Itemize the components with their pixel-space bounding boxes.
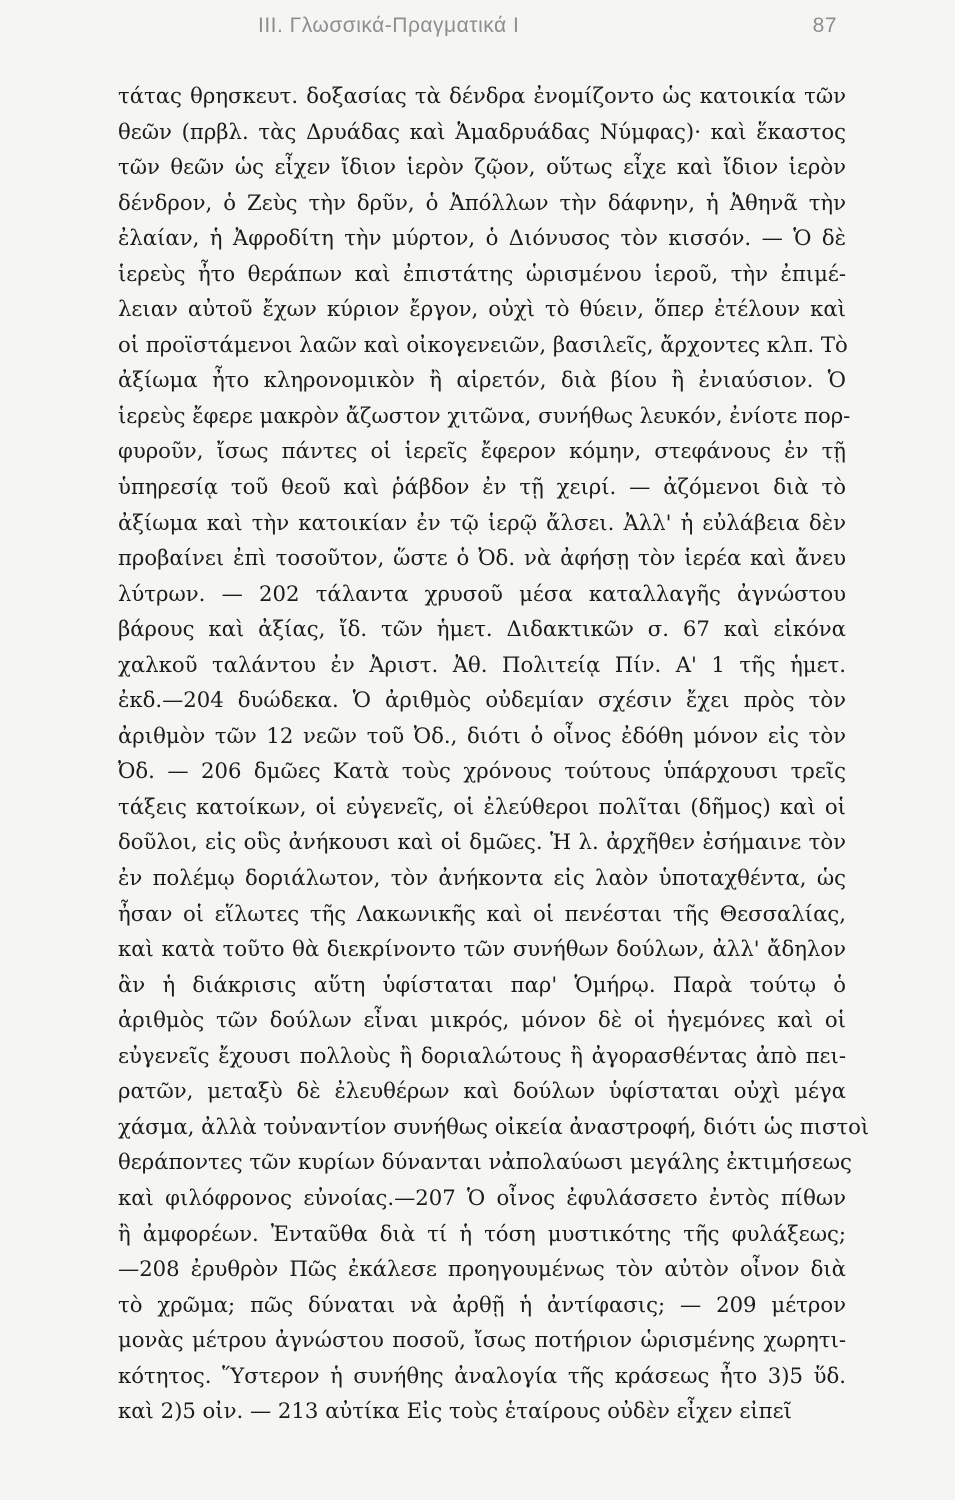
text-line: δοῦλοι, εἰς οὓς ἀνήκουσι καὶ οἱ δμῶες. Ἡ λ. ἀρχῆθεν ἐσήμαινε τὸν <box>118 829 846 855</box>
text-line: καὶ κατὰ τοῦτο θὰ διεκρίνοντο τῶν συνήθων δούλων, ἀλλ' ἄδηλον <box>118 936 846 962</box>
text-line: ἢ ἀμφορέων. Ἐνταῦθα διὰ τί ἡ τόση μυστικότης τῆς φυλάξεως; <box>118 1220 846 1246</box>
body-text <box>118 78 870 1429</box>
text-line: μονὰς μέτρου ἀγνώστου ποσοῦ, ἴσως ποτήριον ὡρισμένης χωρητι- <box>118 1327 846 1353</box>
text-line: λύτρων. — 202 τάλαντα χρυσοῦ μέσα καταλλαγῆς ἀγνώστου <box>118 580 846 606</box>
running-head <box>0 14 955 48</box>
text-line: Ὀδ. — 206 δμῶες Κατὰ τοὺς χρόνους τούτους ὑπάρχουσι τρεῖς <box>118 758 846 784</box>
text-line: εὐγενεῖς ἔχουσι πολλοὺς ἢ δοριαλώτους ἢ ἀγορασθέντας ἀπὸ πει- <box>118 1042 846 1068</box>
text-line: —208 ἐρυθρὸν Πῶς ἐκάλεσε προηγουμένως τὸν αὐτὸν οἶνον διὰ <box>118 1256 846 1282</box>
text-line: οἱ προϊστάμενοι λαῶν καὶ οἰκογενειῶν, βασιλεῖς, ἄρχοντες κλπ. Τὸ <box>118 331 848 357</box>
text-line: τὸ χρῶμα; πῶς δύναται νὰ ἀρθῇ ἡ ἀντίφασις; — 209 μέτρον <box>118 1291 846 1317</box>
text-line: ἐκδ.—204 δυώδεκα. Ὁ ἀριθμὸς οὐδεμίαν σχέσιν ἔχει πρὸς τὸν <box>118 687 846 713</box>
text-line: κότητος. Ὕστερον ἡ συνήθης ἀναλογία τῆς κράσεως ἦτο 3)5 ὕδ. <box>118 1362 846 1388</box>
text-line: τάξεις κατοίκων, οἱ εὐγενεῖς, οἱ ἐλεύθεροι πολῖται (δῆμος) καὶ οἱ <box>118 793 846 819</box>
page-number: 87 <box>812 14 837 37</box>
text-line: καὶ φιλόφρονος εὐνοίας.—207 Ὁ οἶνος ἐφυλάσσετο ἐντὸς πίθων <box>118 1184 846 1210</box>
text-line: ἐλαίαν, ἡ Ἀφροδίτη τὴν μύρτον, ὁ Διόνυσος τὸν κισσόν. — Ὁ δὲ <box>118 225 846 251</box>
text-line: καὶ 2)5 οἰν. — 213 αὐτίκα Εἰς τοὺς ἑταίρους οὐδὲν εἶχεν εἰπεῖ <box>118 1398 792 1424</box>
text-line: χαλκοῦ ταλάντου ἐν Ἀριστ. Ἀθ. Πολιτείᾳ Πίν. Α' 1 τῆς ἡμετ. <box>118 651 846 677</box>
text-line: ρατῶν, μεταξὺ δὲ ἐλευθέρων καὶ δούλων ὑφίσταται οὐχὶ μέγα <box>118 1078 846 1104</box>
text-line: λειαν αὐτοῦ ἔχων κύριον ἔργον, οὐχὶ τὸ θύειν, ὅπερ ἐτέλουν καὶ <box>118 296 846 322</box>
text-line: θεράποντες τῶν κυρίων δύνανται νἀπολαύωσι μεγάλης ἐκτιμήσεως <box>118 1149 852 1175</box>
text-line: θεῶν (πρβλ. τὰς Δρυάδας καὶ Ἁμαδρυάδας Νύμφας)· καὶ ἕκαστος <box>118 118 846 144</box>
text-line: ἀξίωμα καὶ τὴν κατοικίαν ἐν τῷ ἱερῷ ἄλσει. Ἀλλ' ἡ εὐλάβεια δὲν <box>118 509 846 535</box>
text-line: ἂν ἡ διάκρισις αὕτη ὑφίσταται παρ' Ὁμήρῳ. Παρὰ τούτῳ ὁ <box>118 971 846 997</box>
text-line: φυροῦν, ἴσως πάντες οἱ ἱερεῖς ἔφερον κόμην, στεφάνους ἐν τῇ <box>118 438 846 464</box>
text-line: ἱερεὺς ἔφερε μακρὸν ἄζωστον χιτῶνα, συνήθως λευκόν, ἐνίοτε πορ- <box>118 402 851 428</box>
text-line: ἀριθμὸν τῶν 12 νεῶν τοῦ Ὀδ., διότι ὁ οἶνος ἐδόθη μόνον εἰς τὸν <box>118 722 846 748</box>
text-line: ἀξίωμα ἦτο κληρονομικὸν ἢ αἱρετόν, διὰ βίου ἢ ἐνιαύσιον. Ὁ <box>118 367 846 393</box>
text-line: βάρους καὶ ἀξίας, ἴδ. τῶν ἡμετ. Διδακτικῶν σ. 67 καὶ εἰκόνα <box>118 616 846 642</box>
running-title: III. Γλωσσικά-Πραγματικά I <box>258 14 520 37</box>
text-line: τάτας θρησκευτ. δοξασίας τὰ δένδρα ἐνομίζοντο ὡς κατοικία τῶν <box>118 83 846 108</box>
text-line: χάσμα, ἀλλὰ τοὐναντίον συνήθως οἰκεία ἀναστροφή, διότι ὡς πιστοὶ <box>118 1113 870 1139</box>
text-line: δένδρον, ὁ Ζεὺς τὴν δρῦν, ὁ Ἀπόλλων τὴν δάφνην, ἡ Ἀθηνᾶ τὴν <box>118 189 846 215</box>
text-line: προβαίνει ἐπὶ τοσοῦτον, ὥστε ὁ Ὀδ. νὰ ἀφήσῃ τὸν ἱερέα καὶ ἄνευ <box>118 545 846 571</box>
text-line: ἀριθμὸς τῶν δούλων εἶναι μικρός, μόνον δὲ οἱ ἡγεμόνες καὶ οἱ <box>118 1007 846 1033</box>
text-line: τῶν θεῶν ὡς εἶχεν ἴδιον ἱερὸν ζῷον, οὕτως εἶχε καὶ ἴδιον ἱερὸν <box>118 154 846 180</box>
text-line: ἐν πολέμῳ δοριάλωτον, τὸν ἀνήκοντα εἰς λαὸν ὑποταχθέντα, ὡς <box>118 865 846 891</box>
text-line: ἱερεὺς ἦτο θεράπων καὶ ἐπιστάτης ὡρισμένου ἱεροῦ, τὴν ἐπιμέ- <box>118 260 846 286</box>
text-line: ὑπηρεσίᾳ τοῦ θεοῦ καὶ ῥάβδον ἐν τῇ χειρί. — ἀζόμενοι διὰ τὸ <box>118 474 846 500</box>
text-line: ἦσαν οἱ εἵλωτες τῆς Λακωνικῆς καὶ οἱ πενέσται τῆς Θεσσαλίας, <box>118 900 846 926</box>
